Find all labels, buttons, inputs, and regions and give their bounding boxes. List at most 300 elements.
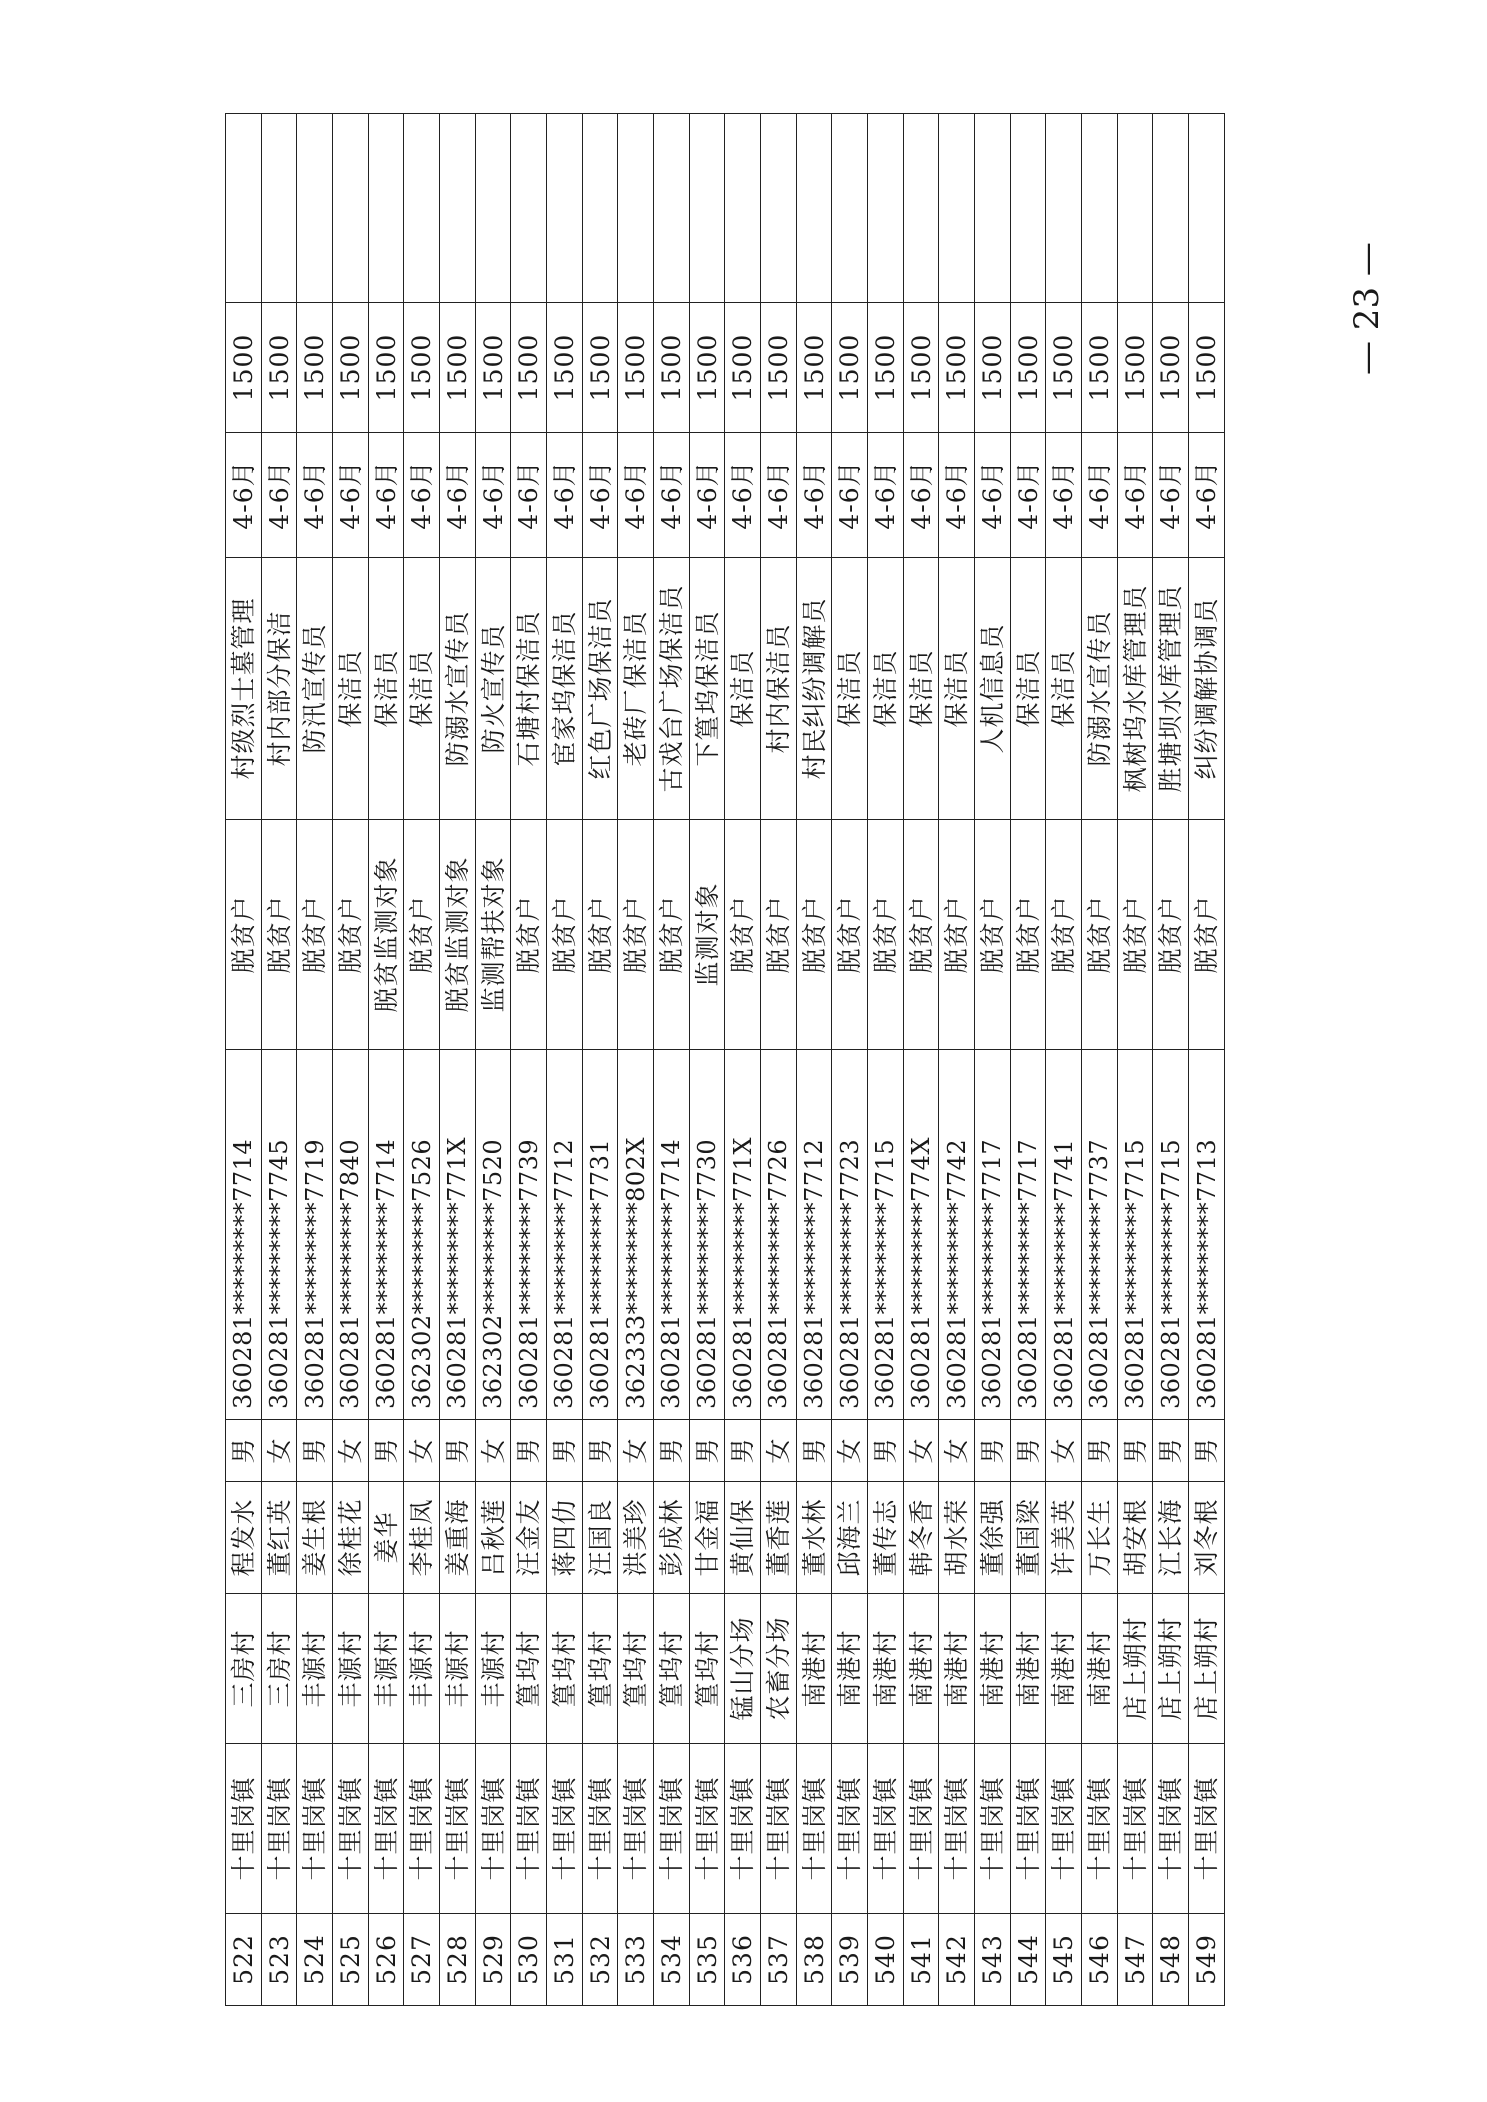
period-cell: 4-6月 [440,433,476,558]
gender-cell: 男 [975,1420,1011,1482]
id-number-cell: 360281*********7712 [547,1050,583,1420]
name-cell: 李桂凤 [404,1482,440,1594]
town-cell: 十里岗镇 [761,1744,797,1914]
period-cell: 4-6月 [868,433,904,558]
name-cell: 万长生 [1082,1482,1118,1594]
village-cell: 篁坞村 [547,1594,583,1744]
table-row [761,114,797,2006]
period-cell: 4-6月 [689,433,725,558]
period-cell: 4-6月 [333,433,369,558]
table-row [832,114,868,2006]
amount-cell: 1500 [547,303,583,433]
post-cell: 防溺水宣传员 [1082,558,1118,820]
gender-cell: 男 [511,1420,547,1482]
name-cell: 姜重海 [440,1482,476,1594]
amount-cell: 1500 [832,303,868,433]
amount-cell: 1500 [1046,303,1082,433]
town-cell: 十里岗镇 [1189,1744,1225,1914]
table-row [297,114,333,2006]
town-cell: 十里岗镇 [796,1744,832,1914]
note-cell [868,114,904,303]
post-cell: 保洁员 [868,558,904,820]
category-cell: 脱贫监测对象 [368,820,404,1050]
post-cell: 红色广场保洁员 [582,558,618,820]
category-cell: 脱贫户 [975,820,1011,1050]
row-number-cell: 522 [226,1914,262,2006]
table-row [226,114,262,2006]
village-cell: 锰山分场 [725,1594,761,1744]
table-row [547,114,583,2006]
post-cell: 保洁员 [1010,558,1046,820]
post-cell: 老砖厂保洁员 [618,558,654,820]
name-cell: 韩冬香 [903,1482,939,1594]
town-cell: 十里岗镇 [440,1744,476,1914]
period-cell: 4-6月 [475,433,511,558]
name-cell: 徐桂花 [333,1482,369,1594]
village-cell: 三房村 [261,1594,297,1744]
town-cell: 十里岗镇 [226,1744,262,1914]
gender-cell: 女 [832,1420,868,1482]
category-cell: 脱贫户 [582,820,618,1050]
id-number-cell: 360281*********7717 [975,1050,1011,1420]
period-cell: 4-6月 [297,433,333,558]
gender-cell: 男 [297,1420,333,1482]
post-cell: 防溺水宣传员 [440,558,476,820]
gender-cell: 男 [796,1420,832,1482]
town-cell: 十里岗镇 [618,1744,654,1914]
town-cell: 十里岗镇 [725,1744,761,1914]
note-cell [297,114,333,303]
id-number-cell: 360281*********7737 [1082,1050,1118,1420]
town-cell: 十里岗镇 [1117,1744,1153,1914]
row-number-cell: 542 [939,1914,975,2006]
category-cell: 脱贫户 [654,820,690,1050]
table-row [582,114,618,2006]
note-cell [1153,114,1189,303]
note-cell [1010,114,1046,303]
village-cell: 篁坞村 [582,1594,618,1744]
village-cell: 篁坞村 [689,1594,725,1744]
village-cell: 南港村 [796,1594,832,1744]
gender-cell: 男 [368,1420,404,1482]
id-number-cell: 360281*********7745 [261,1050,297,1420]
post-cell: 人机信息员 [975,558,1011,820]
post-cell: 保洁员 [368,558,404,820]
period-cell: 4-6月 [368,433,404,558]
period-cell: 4-6月 [975,433,1011,558]
note-cell [1046,114,1082,303]
id-number-cell: 362302*********7520 [475,1050,511,1420]
post-cell: 保洁员 [903,558,939,820]
gender-cell: 男 [440,1420,476,1482]
town-cell: 十里岗镇 [333,1744,369,1914]
name-cell: 董国梁 [1010,1482,1046,1594]
category-cell: 监测帮扶对象 [475,820,511,1050]
name-cell: 甘金福 [689,1482,725,1594]
name-cell: 刘冬根 [1189,1482,1225,1594]
note-cell [796,114,832,303]
id-number-cell: 360281*********7715 [1153,1050,1189,1420]
id-number-cell: 360281*********774X [903,1050,939,1420]
table-row [511,114,547,2006]
gender-cell: 男 [547,1420,583,1482]
note-cell [654,114,690,303]
name-cell: 吕秋莲 [475,1482,511,1594]
gender-cell: 男 [689,1420,725,1482]
period-cell: 4-6月 [1082,433,1118,558]
period-cell: 4-6月 [725,433,761,558]
town-cell: 十里岗镇 [868,1744,904,1914]
gender-cell: 男 [868,1420,904,1482]
name-cell: 董水林 [796,1482,832,1594]
gender-cell: 男 [226,1420,262,1482]
amount-cell: 1500 [618,303,654,433]
table-row [1010,114,1046,2006]
table-row [404,114,440,2006]
name-cell: 黄仙保 [725,1482,761,1594]
post-cell: 村级烈士墓管理 [226,558,262,820]
village-cell: 丰源村 [404,1594,440,1744]
category-cell: 脱贫户 [903,820,939,1050]
post-cell: 保洁员 [832,558,868,820]
name-cell: 董传志 [868,1482,904,1594]
id-number-cell: 360281*********7723 [832,1050,868,1420]
row-number-cell: 526 [368,1914,404,2006]
post-cell: 防火宣传员 [475,558,511,820]
table-row [333,114,369,2006]
post-cell: 下篁坞保洁员 [689,558,725,820]
gender-cell: 女 [261,1420,297,1482]
id-number-cell: 360281*********771X [440,1050,476,1420]
gender-cell: 男 [1010,1420,1046,1482]
name-cell: 董徐强 [975,1482,1011,1594]
id-number-cell: 360281*********7714 [654,1050,690,1420]
category-cell: 脱贫户 [1082,820,1118,1050]
gender-cell: 男 [1082,1420,1118,1482]
amount-cell: 1500 [939,303,975,433]
row-number-cell: 545 [1046,1914,1082,2006]
gender-cell: 女 [404,1420,440,1482]
amount-cell: 1500 [582,303,618,433]
table-row [939,114,975,2006]
note-cell [226,114,262,303]
name-cell: 胡安根 [1117,1482,1153,1594]
village-cell: 篁坞村 [511,1594,547,1744]
town-cell: 十里岗镇 [582,1744,618,1914]
amount-cell: 1500 [796,303,832,433]
category-cell: 脱贫监测对象 [440,820,476,1050]
category-cell: 脱贫户 [1153,820,1189,1050]
id-number-cell: 360281*********7717 [1010,1050,1046,1420]
table-row [618,114,654,2006]
amount-cell: 1500 [333,303,369,433]
village-cell: 南港村 [868,1594,904,1744]
category-cell: 脱贫户 [333,820,369,1050]
row-number-cell: 549 [1189,1914,1225,2006]
amount-cell: 1500 [404,303,440,433]
town-cell: 十里岗镇 [832,1744,868,1914]
post-cell: 保洁员 [1046,558,1082,820]
table-row [261,114,297,2006]
village-cell: 店上朔村 [1117,1594,1153,1744]
row-number-cell: 546 [1082,1914,1118,2006]
post-cell: 保洁员 [404,558,440,820]
amount-cell: 1500 [1153,303,1189,433]
town-cell: 十里岗镇 [1082,1744,1118,1914]
gender-cell: 男 [654,1420,690,1482]
row-number-cell: 532 [582,1914,618,2006]
table-row [975,114,1011,2006]
gender-cell: 男 [582,1420,618,1482]
village-cell: 篁坞村 [618,1594,654,1744]
category-cell: 脱贫户 [297,820,333,1050]
row-number-cell: 530 [511,1914,547,2006]
name-cell: 汪金友 [511,1482,547,1594]
amount-cell: 1500 [1117,303,1153,433]
row-number-cell: 535 [689,1914,725,2006]
amount-cell: 1500 [975,303,1011,433]
category-cell: 脱贫户 [868,820,904,1050]
name-cell: 董香莲 [761,1482,797,1594]
gender-cell: 男 [725,1420,761,1482]
village-cell: 篁坞村 [654,1594,690,1744]
amount-cell: 1500 [511,303,547,433]
village-cell: 南港村 [1010,1594,1046,1744]
town-cell: 十里岗镇 [547,1744,583,1914]
amount-cell: 1500 [761,303,797,433]
id-number-cell: 360281*********7741 [1046,1050,1082,1420]
town-cell: 十里岗镇 [654,1744,690,1914]
table-row [368,114,404,2006]
note-cell [1189,114,1225,303]
village-cell: 南港村 [903,1594,939,1744]
gender-cell: 女 [903,1420,939,1482]
category-cell: 脱贫户 [832,820,868,1050]
row-number-cell: 534 [654,1914,690,2006]
post-cell: 保洁员 [333,558,369,820]
table-row [654,114,690,2006]
amount-cell: 1500 [440,303,476,433]
table-row [725,114,761,2006]
category-cell: 脱贫户 [1117,820,1153,1050]
row-number-cell: 540 [868,1914,904,2006]
village-cell: 南港村 [975,1594,1011,1744]
row-number-cell: 524 [297,1914,333,2006]
table-row [1082,114,1118,2006]
village-cell: 丰源村 [440,1594,476,1744]
id-number-cell: 360281*********7714 [226,1050,262,1420]
amount-cell: 1500 [475,303,511,433]
note-cell [618,114,654,303]
id-number-cell: 360281*********7712 [796,1050,832,1420]
period-cell: 4-6月 [903,433,939,558]
period-cell: 4-6月 [1010,433,1046,558]
category-cell: 脱贫户 [939,820,975,1050]
period-cell: 4-6月 [582,433,618,558]
table-row [796,114,832,2006]
gender-cell: 女 [939,1420,975,1482]
amount-cell: 1500 [226,303,262,433]
gender-cell: 女 [475,1420,511,1482]
period-cell: 4-6月 [939,433,975,558]
table-body [226,114,1225,2006]
note-cell [939,114,975,303]
period-cell: 4-6月 [761,433,797,558]
rotated-table-wrapper [225,114,1225,2006]
row-number-cell: 523 [261,1914,297,2006]
table-row [475,114,511,2006]
gender-cell: 女 [1046,1420,1082,1482]
village-cell: 丰源村 [333,1594,369,1744]
name-cell: 程发水 [226,1482,262,1594]
gender-cell: 女 [761,1420,797,1482]
name-cell: 洪美珍 [618,1482,654,1594]
id-number-cell: 360281*********7742 [939,1050,975,1420]
amount-cell: 1500 [1189,303,1225,433]
note-cell [832,114,868,303]
village-cell: 三房村 [226,1594,262,1744]
gender-cell: 女 [618,1420,654,1482]
post-cell: 宦家坞保洁员 [547,558,583,820]
amount-cell: 1500 [261,303,297,433]
village-cell: 丰源村 [475,1594,511,1744]
amount-cell: 1500 [689,303,725,433]
post-cell: 枫树坞水库管理员 [1117,558,1153,820]
amount-cell: 1500 [903,303,939,433]
row-number-cell: 528 [440,1914,476,2006]
row-number-cell: 541 [903,1914,939,2006]
post-cell: 纠纷调解协调员 [1189,558,1225,820]
row-number-cell: 547 [1117,1914,1153,2006]
name-cell: 江长海 [1153,1482,1189,1594]
category-cell: 脱贫户 [761,820,797,1050]
id-number-cell: 360281*********7840 [333,1050,369,1420]
note-cell [582,114,618,303]
town-cell: 十里岗镇 [475,1744,511,1914]
gender-cell: 女 [333,1420,369,1482]
beneficiary-table [225,113,1225,2006]
id-number-cell: 360281*********771X [725,1050,761,1420]
name-cell: 胡水荣 [939,1482,975,1594]
category-cell: 脱贫户 [1046,820,1082,1050]
village-cell: 南港村 [832,1594,868,1744]
town-cell: 十里岗镇 [939,1744,975,1914]
id-number-cell: 362333*********802X [618,1050,654,1420]
id-number-cell: 360281*********7715 [1117,1050,1153,1420]
id-number-cell: 360281*********7713 [1189,1050,1225,1420]
period-cell: 4-6月 [832,433,868,558]
period-cell: 4-6月 [1046,433,1082,558]
row-number-cell: 543 [975,1914,1011,2006]
note-cell [511,114,547,303]
name-cell: 汪国良 [582,1482,618,1594]
row-number-cell: 525 [333,1914,369,2006]
row-number-cell: 544 [1010,1914,1046,2006]
town-cell: 十里岗镇 [975,1744,1011,1914]
amount-cell: 1500 [1082,303,1118,433]
post-cell: 保洁员 [939,558,975,820]
town-cell: 十里岗镇 [404,1744,440,1914]
row-number-cell: 529 [475,1914,511,2006]
row-number-cell: 537 [761,1914,797,2006]
note-cell [761,114,797,303]
note-cell [689,114,725,303]
name-cell: 董红英 [261,1482,297,1594]
town-cell: 十里岗镇 [903,1744,939,1914]
period-cell: 4-6月 [261,433,297,558]
category-cell: 脱贫户 [226,820,262,1050]
row-number-cell: 539 [832,1914,868,2006]
village-cell: 南港村 [1046,1594,1082,1744]
village-cell: 丰源村 [368,1594,404,1744]
table-row [1046,114,1082,2006]
row-number-cell: 533 [618,1914,654,2006]
town-cell: 十里岗镇 [1046,1744,1082,1914]
note-cell [903,114,939,303]
period-cell: 4-6月 [511,433,547,558]
row-number-cell: 548 [1153,1914,1189,2006]
category-cell: 脱贫户 [1189,820,1225,1050]
town-cell: 十里岗镇 [1010,1744,1046,1914]
village-cell: 丰源村 [297,1594,333,1744]
id-number-cell: 360281*********7731 [582,1050,618,1420]
post-cell: 石塘村保洁员 [511,558,547,820]
town-cell: 十里岗镇 [368,1744,404,1914]
village-cell: 店上朔村 [1189,1594,1225,1744]
id-number-cell: 360281*********7726 [761,1050,797,1420]
gender-cell: 男 [1153,1420,1189,1482]
post-cell: 防汛宣传员 [297,558,333,820]
category-cell: 脱贫户 [261,820,297,1050]
gender-cell: 男 [1117,1420,1153,1482]
name-cell: 姜华 [368,1482,404,1594]
period-cell: 4-6月 [226,433,262,558]
village-cell: 店上朔村 [1153,1594,1189,1744]
category-cell: 脱贫户 [404,820,440,1050]
name-cell: 姜生根 [297,1482,333,1594]
table-row [689,114,725,2006]
period-cell: 4-6月 [1153,433,1189,558]
table-row [903,114,939,2006]
table-row [440,114,476,2006]
id-number-cell: 362302*********7526 [404,1050,440,1420]
town-cell: 十里岗镇 [689,1744,725,1914]
village-cell: 南港村 [939,1594,975,1744]
name-cell: 彭成林 [654,1482,690,1594]
row-number-cell: 527 [404,1914,440,2006]
note-cell [975,114,1011,303]
gender-cell: 男 [1189,1420,1225,1482]
id-number-cell: 360281*********7739 [511,1050,547,1420]
category-cell: 脱贫户 [547,820,583,1050]
row-number-cell: 536 [725,1914,761,2006]
town-cell: 十里岗镇 [511,1744,547,1914]
amount-cell: 1500 [868,303,904,433]
period-cell: 4-6月 [1117,433,1153,558]
post-cell: 古戏台广场保洁员 [654,558,690,820]
page-number-text: — 23 — [1347,242,1387,375]
name-cell: 蒋四仂 [547,1482,583,1594]
name-cell: 许美英 [1046,1482,1082,1594]
period-cell: 4-6月 [796,433,832,558]
category-cell: 脱贫户 [1010,820,1046,1050]
post-cell: 村内部分保洁 [261,558,297,820]
note-cell [1117,114,1153,303]
period-cell: 4-6月 [654,433,690,558]
table-row [1117,114,1153,2006]
note-cell [725,114,761,303]
id-number-cell: 360281*********7714 [368,1050,404,1420]
